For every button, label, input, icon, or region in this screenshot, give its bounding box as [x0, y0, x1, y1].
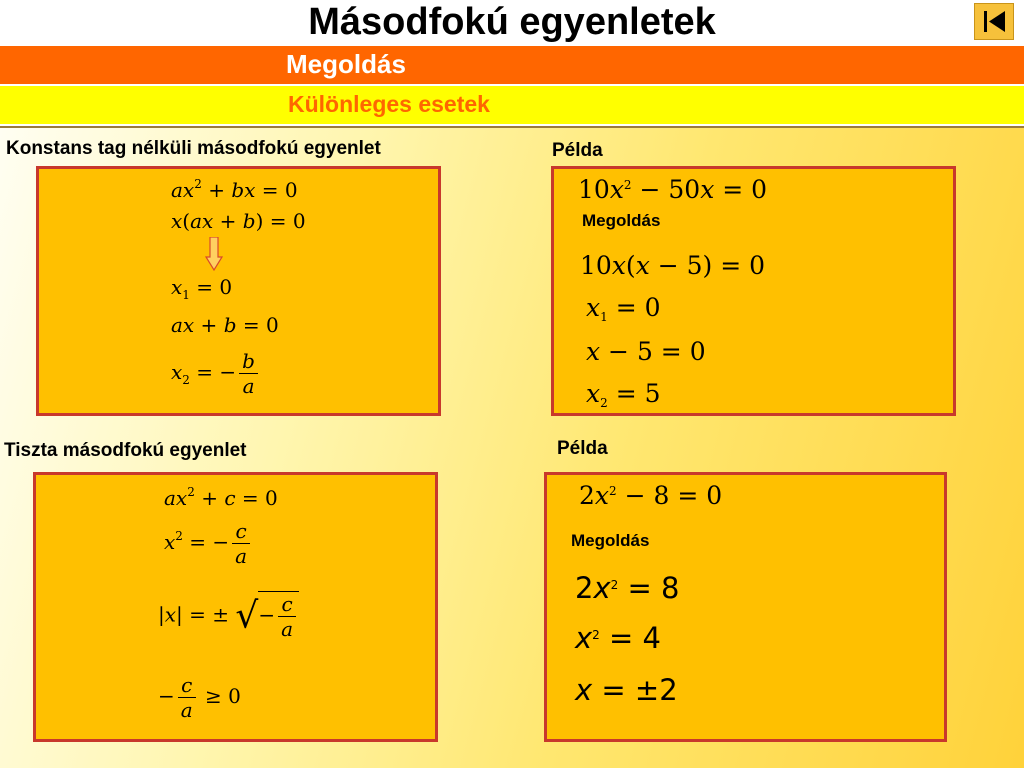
panel2-eq4: − $\frac{c}{a}$ ≥ 0 [158, 673, 241, 722]
example2-heading: Példa [557, 438, 608, 459]
panel1-heading: Konstans tag nélküli másodfokú egyenlet [6, 138, 381, 159]
example2-step1: $2x^2 = 8$ [575, 571, 680, 605]
panel2-heading: Tiszta másodfokú egyenlet [4, 440, 247, 461]
panel2-eq2: $x^2$ = − $\frac{c}{a}$ [164, 519, 253, 568]
panel1-eq4: ax + b = 0 [171, 313, 279, 337]
panel1-eq3: $x_1 = 0$ [171, 275, 233, 302]
skip-to-start-icon [975, 4, 1013, 39]
example1-problem: $10x^2 - 50x = 0$ [578, 175, 768, 204]
page-title: Másodfokú egyenletek [308, 1, 716, 43]
panel2-eq1: $ax^2 + c = 0$ [164, 485, 278, 510]
example1-box [551, 166, 956, 416]
section-band [0, 46, 1024, 84]
down-arrow-icon [205, 237, 223, 271]
example1-step1: 10x(x − 5) = 0 [580, 251, 766, 280]
panel2-box [33, 472, 438, 742]
panel1-eq1: $ax^2$ + bx = 0 [171, 177, 298, 202]
example2-box [544, 472, 947, 742]
panel1-eq5: $x_2$ = − $\frac{b}{a}$ [171, 349, 261, 398]
panel2-eq3: |x| = ± √− $\frac{c}{a}$ [158, 591, 299, 641]
content-area [0, 126, 1024, 768]
subsection-band [0, 86, 1024, 124]
subsection-title: Különleges esetek [288, 91, 490, 117]
example2-problem: $2x^2 - 8 = 0$ [579, 481, 723, 510]
section-title: Megoldás [286, 49, 406, 79]
nav-back-button[interactable] [974, 3, 1014, 40]
panel1-eq2: x(ax + b) = 0 [171, 209, 306, 233]
example2-label: Megoldás [571, 531, 650, 550]
example1-label: Megoldás [582, 211, 661, 230]
example1-step4: $x_2 = 5$ [586, 379, 661, 410]
example1-heading: Példa [552, 140, 603, 161]
panel1-box [36, 166, 441, 416]
example2-step3: x = ±2 [575, 673, 678, 707]
example1-step3: x − 5 = 0 [586, 337, 706, 366]
example1-step2: $x_1 = 0$ [586, 293, 661, 324]
example2-step2: $x^2 = 4$ [575, 621, 661, 655]
